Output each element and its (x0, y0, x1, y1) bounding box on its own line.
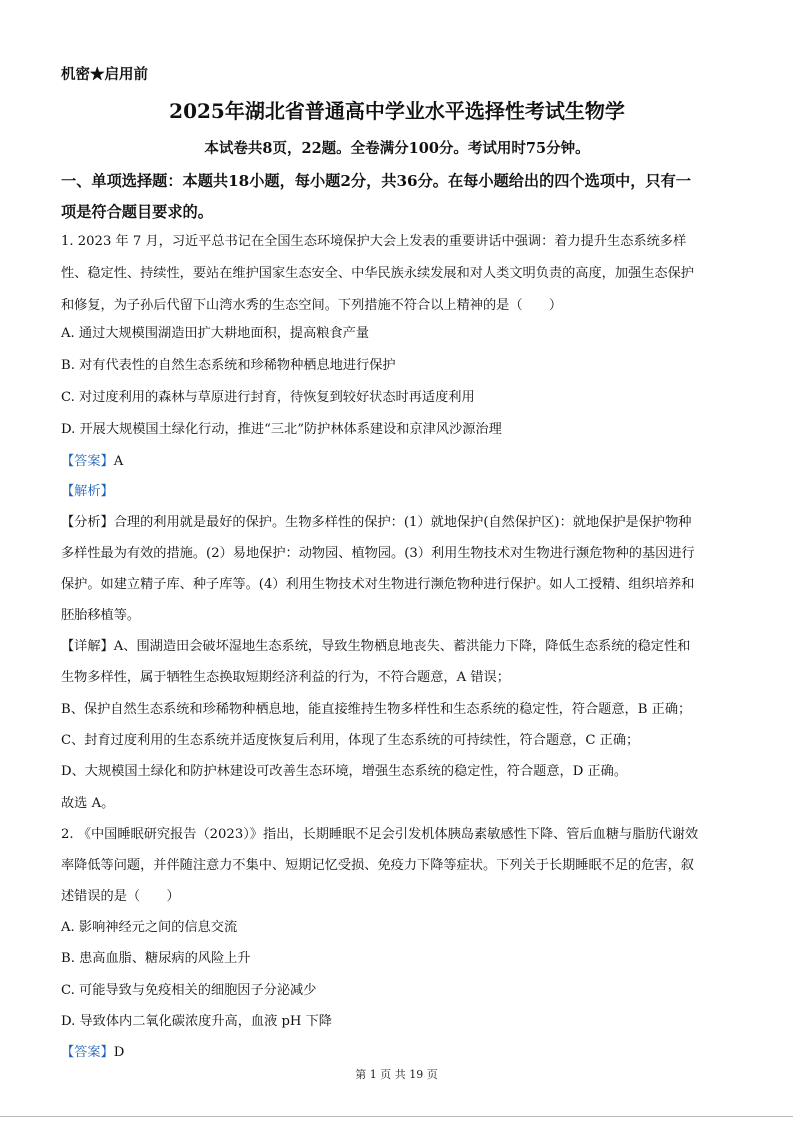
q2-option-a: A. 影响神经元之间的信息交流 (61, 920, 238, 935)
q1-detail-line: C、封育过度利用的生态系统并适度恢复后利用，体现了生态系统的可持续性，符合题意，C 正确； (61, 733, 640, 748)
q2-option-b: B. 患高血脂、糖尿病的风险上升 (61, 951, 251, 966)
q2-option-c: C. 可能导致与免疫相关的细胞因子分泌减少 (61, 983, 317, 998)
q2-stem-line: 2. 《中国睡眠研究报告（2023）》指出，长期睡眠不足会引发机体胰岛素敏感性下降、管后血糖与脂肪代谢效 (61, 827, 699, 842)
q1-stem-line: 和修复，为子孙后代留下山湾水秀的生态空间。下列措施不符合以上精神的是（ ） (61, 298, 563, 313)
fenxi-text: 合理的利用就是最好的保护。生物多样性的保护：(1）就地保护(自然保护区)：就地保护是保护物种 (113, 515, 692, 530)
q1-detail-line (61, 638, 733, 656)
q1-option-c: C. 对过度利用的森林与草原进行封育，待恢复到较好状态时再适度利用 (61, 390, 475, 405)
q1-option-a: A. 通过大规模围湖造田扩大耕地面积，提高粮食产量 (61, 326, 370, 341)
q1-conclusion: 故选 A。 (61, 796, 115, 811)
page-subtitle: 本试卷共8页，22题。全卷满分100分。考试用时75分钟。 (204, 140, 590, 157)
answer-value: D (113, 1045, 125, 1060)
confidential-label: 机密★启用前 (61, 66, 148, 83)
q1-option-b: B. 对有代表性的自然生态系统和珍稀物种栖息地进行保护 (61, 358, 396, 373)
detail-text: A、围湖造田会破坏湿地生态系统，导致生物栖息地丧失、蓄洪能力下降，降低生态系统的稳定性和 (113, 639, 691, 654)
section-heading-line2: 项是符合题目要求的。 (61, 203, 213, 221)
q2-stem-line: 率降低等问题，并伴随注意力不集中、短期记忆受损、免疫力下降等症状。下列关于长期睡眠不足的危害，叙 (61, 858, 694, 873)
fenxi-tag: 【分析】 (61, 515, 114, 530)
answer-tag: 【答案】 (61, 1045, 114, 1060)
analysis-tag: 【解析】 (61, 484, 114, 499)
page-footer: 第 1 页 共 19 页 (355, 1068, 438, 1081)
q1-detail-line: B、保护自然生态系统和珍稀物种栖息地，能直接维持生物多样性和生态系统的稳定性，符合题意，B 正确； (61, 702, 692, 717)
q2-answer-row (61, 1044, 733, 1062)
q1-detail-line: 生物多样性，属于牺牲生态换取短期经济利益的行为，不符合题意，A 错误； (61, 670, 510, 685)
answer-tag: 【答案】 (61, 454, 114, 469)
q1-detail-line: D、大规模国土绿化和防护林建设可改善生态环境，增强生态系统的稳定性，符合题意，D 正确。 (61, 764, 628, 779)
q1-fenxi-line (61, 514, 733, 532)
page-title: 2025年湖北省普通高中学业水平选择性考试生物学 (169, 99, 625, 123)
q2-option-d: D. 导致体内二氧化碳浓度升高，血液 pH 下降 (61, 1014, 332, 1029)
q1-fenxi-line: 胚胎移植等。 (61, 608, 141, 623)
q1-fenxi-line: 保护。如建立精子库、种子库等。(4）利用生物技术对生物进行濒危物种进行保护。如人工授精、组织培养和 (61, 577, 695, 592)
q1-answer-row (61, 453, 733, 471)
q2-stem-line: 述错误的是（ ） (61, 889, 180, 904)
q1-stem-line: 性、稳定性、持续性，要站在维护国家生态安全、中华民族永续发展和对人类文明负责的高度，加强生态保护 (61, 266, 694, 281)
bottom-divider (0, 1116, 793, 1117)
q1-fenxi-line: 多样性最为有效的措施。(2）易地保护：动物园、植物园。(3）利用生物技术对生物进行濒危物种的基因进行 (61, 546, 695, 561)
q1-option-d: D. 开展大规模国土绿化行动，推进“三北”防护林体系建设和京津风沙源治理 (61, 422, 502, 437)
q1-stem-line: 1. 2023 年 7 月，习近平总书记在全国生态环境保护大会上发表的重要讲话中强调：着力提升生态系统多样 (61, 234, 687, 249)
section-heading-line1: 一、单项选择题：本题共18小题，每小题2分，共36分。在每小题给出的四个选项中，只有一 (61, 172, 691, 190)
answer-value: A (113, 454, 124, 469)
detail-tag: 【详解】 (61, 639, 114, 654)
